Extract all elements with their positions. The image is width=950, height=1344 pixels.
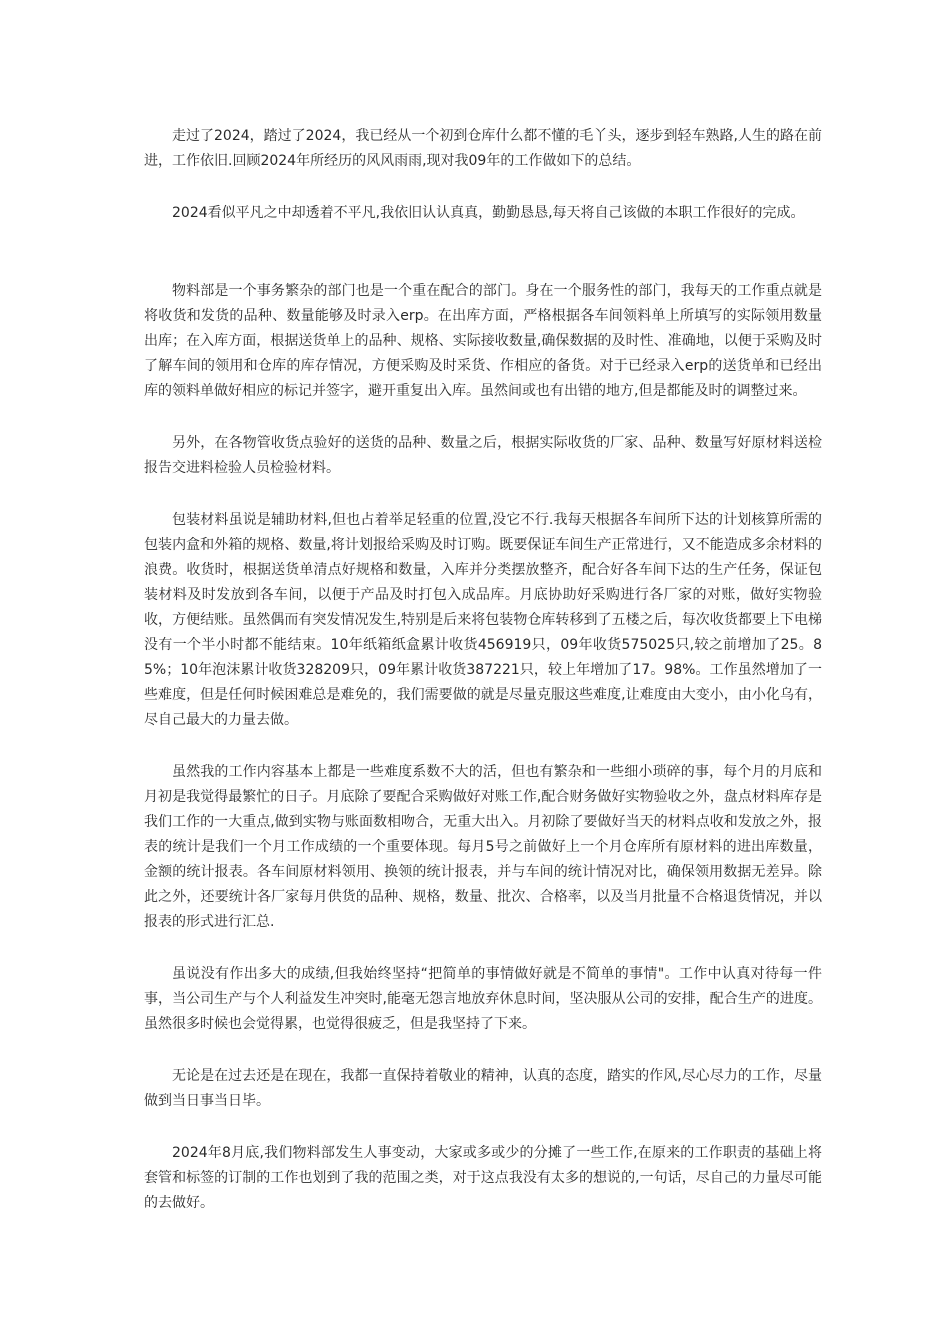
paragraph-department: 物料部是一个事务繁杂的部门也是一个重在配合的部门。身在一个服务性的部门，我每天的工作重点就是将收货和发货的品种、数量能够及时录入erp。在出库方面，严格根据各车间领料单上所填写的实际领用数量出库；在入库方面，根据送货单上的品种、规格、实际接收数量,确保数据的及时性、准确地，以便于采购及时了解车间的领用和仓库的库存情况，方便采购及时采货、作相应的备货。对于已经录入erp的送货单和已经出库的领料单做好相应的标记并签字，避开重复出入库。虽然间或也有出错的地方,但是都能及时的调整过来。 [144, 283, 822, 399]
paragraph-inspection: 另外，在各物管收货点验好的送货的品种、数量之后，根据实际收货的厂家、品种、数量写好原材料送检报告交进料检验人员检验材料。 [144, 435, 822, 476]
paragraph-persistence: 虽说没有作出多大的成绩,但我始终坚持“把简单的事情做好就是不简单的事情"。工作中认真对待每一件事，当公司生产与个人利益发生冲突时,能毫无怨言地放弃休息时间，坚决服从公司的安排，配合生产的进度。虽然很多时候也会觉得累，也觉得很疲乏，但是我坚持了下来。 [144, 966, 822, 1032]
paragraph-summary: 2024看似平凡之中却透着不平凡,我依旧认认真真，勤勤恳恳,每天将自己该做的本职工作很好的完成。 [172, 205, 805, 221]
paragraph-monthly-work: 虽然我的工作内容基本上都是一些难度系数不大的活，但也有繁杂和一些细小琐碎的事，每个月的月底和月初是我觉得最繁忙的日子。月底除了要配合采购做好对账工作,配合财务做好实物验收之外，盘点材料库存是我们工作的一大重点,做到实物与账面数相吻合，无重大出入。月初除了要做好当天的材料点收和发放之外，报表的统计是我们一个月工作成绩的一个重要体现。每月5号之前做好上一个月仓库所有原材料的进出库数量，金额的统计报表。各车间原材料领用、换领的统计报表，并与车间的统计情况对比，确保领用数据无差异。除此之外，还要统计各厂家每月供货的品种、规格，数量、批次、合格率，以及当月批量不合格退货情况，并以报表的形式进行汇总. [144, 764, 822, 930]
paragraph-attitude: 无论是在过去还是在现在，我都一直保持着敬业的精神，认真的态度，踏实的作风,尽心尽力的工作，尽量做到当日事当日毕。 [144, 1068, 822, 1109]
paragraph-gap [144, 1114, 822, 1141]
document-body [144, 124, 822, 1216]
paragraph-packaging: 包装材料虽说是辅助材料,但也占着举足轻重的位置,没它不行.我每天根据各车间所下达的计划核算所需的包装内盒和外箱的规格、数量,将计划报给采购及时订购。既要保证车间生产正常进行，又不能造成多余材料的浪费。收货时，根据送货单清点好规格和数量，入库并分类摆放整齐，配合好各车间下达的生产任务，保证包装材料及时发放到各车间，以便于产品及时打包入成品库。月底协助好采购进行各厂家的对账，做好实物验收，方便结账。虽然偶而有突发情况发生,特别是后来将包装物仓库转移到了五楼之后，每次收货都要上下电梯没有一个半小时都不能结束。10年纸箱纸盒累计收货456919只，09年收货575025只,较之前增加了25。85%；10年泡沫累计收货328209只，09年累计收货387221只，较上年增加了17。98%。工作虽然增加了一些难度，但是任何时候困难总是难免的，我们需要做的就是尽量克服这些难度,让难度由大变小，由小化乌有，尽自己最大的力量去做。 [144, 512, 822, 728]
paragraph-gap [144, 733, 822, 760]
paragraph-gap [144, 174, 822, 201]
paragraph-intro: 走过了2024，踏过了2024，我已经从一个初到仓库什么都不懂的毛丫头，逐步到轻车熟路,人生的路在前进，工作依旧.回顾2024年所经历的风风雨雨,现对我09年的工作做如下的总结。 [144, 128, 822, 169]
paragraph-gap [144, 481, 822, 508]
paragraph-gap [144, 226, 822, 279]
paragraph-gap [144, 1037, 822, 1064]
paragraph-gap [144, 935, 822, 962]
paragraph-gap [144, 404, 822, 431]
paragraph-personnel-change: 2024年8月底,我们物料部发生人事变动，大家或多或少的分摊了一些工作,在原来的工作职责的基础上将套管和标签的订制的工作也划到了我的范围之类，对于这点我没有太多的想说的,一句话，尽自己的力量尽可能的去做好。 [144, 1145, 822, 1211]
